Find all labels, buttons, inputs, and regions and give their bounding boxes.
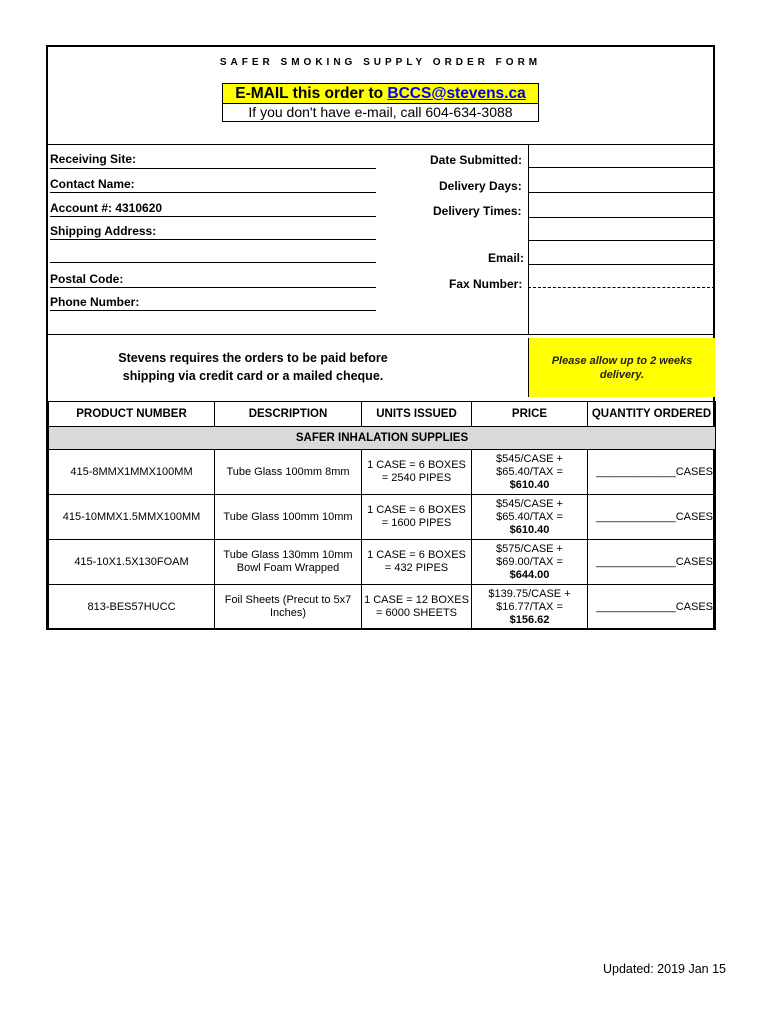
- payment-note: Stevens requires the orders to be paid before shipping via credit card or a mailed cheque.: [118, 351, 388, 383]
- contact-name-label: Contact Name:: [50, 177, 135, 191]
- receiving-site-label: Receiving Site:: [50, 152, 137, 166]
- price: [472, 450, 588, 495]
- product-number: 415-8MMX1MMX100MM: [49, 450, 215, 495]
- delivery-days-input[interactable]: [528, 192, 715, 193]
- price: [472, 585, 588, 630]
- divider: [48, 334, 713, 335]
- quantity-input[interactable]: _____________CASES: [588, 585, 716, 630]
- units-issued: 1 CASE = 12 BOXES = 6000 SHEETS: [362, 585, 472, 630]
- product-description: Tube Glass 100mm 8mm: [215, 450, 362, 495]
- date-submitted-label: Date Submitted:: [430, 153, 523, 167]
- table-row: [49, 540, 716, 585]
- product-number: 415-10X1.5X130FOAM: [49, 540, 215, 585]
- header-quantity-ordered: QUANTITY ORDERED: [588, 402, 716, 427]
- column-divider: [528, 145, 529, 335]
- contact-name-input[interactable]: [50, 192, 376, 193]
- shipping-address-input[interactable]: [50, 239, 376, 240]
- delivery-times-input-2[interactable]: [528, 240, 715, 241]
- receiving-site-input[interactable]: [50, 168, 376, 169]
- delivery-times-label: Delivery Times:: [433, 204, 522, 218]
- fax-number-input[interactable]: [528, 287, 715, 288]
- table-row: [49, 450, 716, 495]
- delivery-times-input[interactable]: [528, 217, 715, 218]
- quantity-input[interactable]: _____________CASES: [588, 495, 716, 540]
- header-description: DESCRIPTION: [215, 402, 362, 427]
- table-row: [49, 495, 716, 540]
- units-issued: 1 CASE = 6 BOXES = 432 PIPES: [362, 540, 472, 585]
- shipping-address-label: Shipping Address:: [50, 224, 157, 238]
- price-total: $156.62: [509, 613, 550, 626]
- email-prefix: E-MAIL this order to: [235, 85, 388, 102]
- updated-date: Updated: 2019 Jan 15: [602, 962, 726, 976]
- price-breakdown: $139.75/CASE + $16.77/TAX =: [488, 587, 571, 613]
- postal-code-label: Postal Code:: [50, 272, 124, 286]
- date-submitted-input[interactable]: [528, 167, 715, 168]
- product-description: Foil Sheets (Precut to 5x7 Inches): [215, 585, 362, 630]
- product-table: [48, 401, 716, 630]
- divider: [48, 144, 713, 145]
- price-breakdown: $545/CASE + $65.40/TAX =: [496, 452, 563, 478]
- shipping-address-input-2[interactable]: [50, 262, 376, 263]
- price-total: $644.00: [509, 568, 550, 581]
- fax-number-label: Fax Number:: [449, 277, 523, 291]
- phone-number-input[interactable]: [50, 310, 376, 311]
- section-title: SAFER INHALATION SUPPLIES: [49, 427, 716, 450]
- header-product-number: PRODUCT NUMBER: [49, 402, 215, 427]
- email-link[interactable]: BCCS@stevens.ca: [387, 85, 526, 102]
- price: [472, 495, 588, 540]
- product-number: 415-10MMX1.5MMX100MM: [49, 495, 215, 540]
- order-form: [46, 45, 715, 630]
- phone-instructions: If you don't have e-mail, call 604-634-3088: [248, 104, 513, 120]
- product-number: 813-BES57HUCC: [49, 585, 215, 630]
- header-units-issued: UNITS ISSUED: [362, 402, 472, 427]
- product-description: Tube Glass 130mm 10mm Bowl Foam Wrapped: [215, 540, 362, 585]
- price: [472, 540, 588, 585]
- account-label: Account #: 4310620: [50, 201, 163, 215]
- price-total: $610.40: [509, 478, 550, 491]
- phone-number-label: Phone Number:: [50, 295, 140, 309]
- delivery-days-label: Delivery Days:: [439, 179, 522, 193]
- postal-code-input[interactable]: [50, 287, 376, 288]
- quantity-input[interactable]: _____________CASES: [588, 540, 716, 585]
- price-breakdown: $545/CASE + $65.40/TAX =: [496, 497, 563, 523]
- units-issued: 1 CASE = 6 BOXES = 1600 PIPES: [362, 495, 472, 540]
- form-title: SAFER SMOKING SUPPLY ORDER FORM: [219, 57, 542, 68]
- email-input[interactable]: [528, 264, 715, 265]
- header-price: PRICE: [472, 402, 588, 427]
- units-issued: 1 CASE = 6 BOXES = 2540 PIPES: [362, 450, 472, 495]
- quantity-input[interactable]: _____________CASES: [588, 450, 716, 495]
- delivery-note: Please allow up to 2 weeks delivery.: [528, 338, 715, 397]
- email-label: Email:: [488, 251, 525, 265]
- product-description: Tube Glass 100mm 10mm: [215, 495, 362, 540]
- account-input[interactable]: [50, 216, 376, 217]
- email-instructions: [222, 83, 539, 122]
- table-row: [49, 585, 716, 630]
- price-breakdown: $575/CASE + $69.00/TAX =: [496, 542, 563, 568]
- price-total: $610.40: [509, 523, 550, 536]
